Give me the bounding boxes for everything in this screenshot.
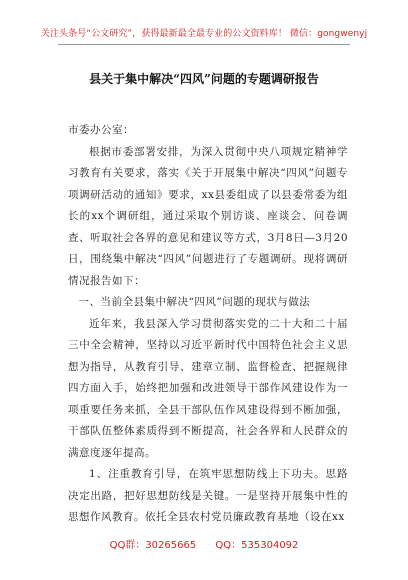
section-heading-1: 一、当前全县集中解决“四风”问题的现状与做法 (78, 296, 311, 308)
paragraph-item-1: 1、注重教育引导，在筑牢思想防线上下功夫。思路决定出路，把好思想防线是关键。一是坚持开展集中性的思想作风教育。依托全县农村党员廉政教育基地（设在xx (68, 468, 348, 523)
footer-qq-group: QQ群：30265665 (109, 540, 197, 551)
paragraph-overview: 近年来，我县深入学习贯彻落实党的二十大和二十届三中全会精神，坚持以习近平新时代中国特色社会主义思想为指导，从教育引导、建章立制、监督检查、把握规律四方面入手，始终把加强和改进领导干部作风建设作为一项重要任务来抓，全县干部队伍作风建设得到不断加强，干部队伍整体素质得到不断提高，社会各界和人民群众的满意度逐年提高。 (68, 317, 348, 459)
header-note: 关注头条号“公文研究”，获得最新最全最专业的公文资料库！ 微信：gongwenyj (40, 29, 368, 39)
document-title: 县关于集中解决“四风”问题的专题调研报告 (89, 72, 319, 86)
paragraph-intro: 根据市委部署安排，为深入贯彻中央八项规定精神学习教育有关要求，落实《关于开展集中解决“四风”问题专项调研活动的通知》要求，xx县委组成了以县委常委为组长的xx个调研组，通过采取个别访谈、座谈会、问卷调查、听取社会各界的意见和建议等方式，3月8日—3月20日，围绕集中解决“四风”问题进行了专题调研。现将调研情况报告如下： (68, 145, 348, 287)
document-body (68, 120, 348, 529)
footer-note (0, 536, 408, 551)
header-divider (58, 44, 350, 45)
salutation: 市委办公室： (68, 124, 134, 136)
footer-qq: QQ：535304092 (215, 540, 299, 551)
